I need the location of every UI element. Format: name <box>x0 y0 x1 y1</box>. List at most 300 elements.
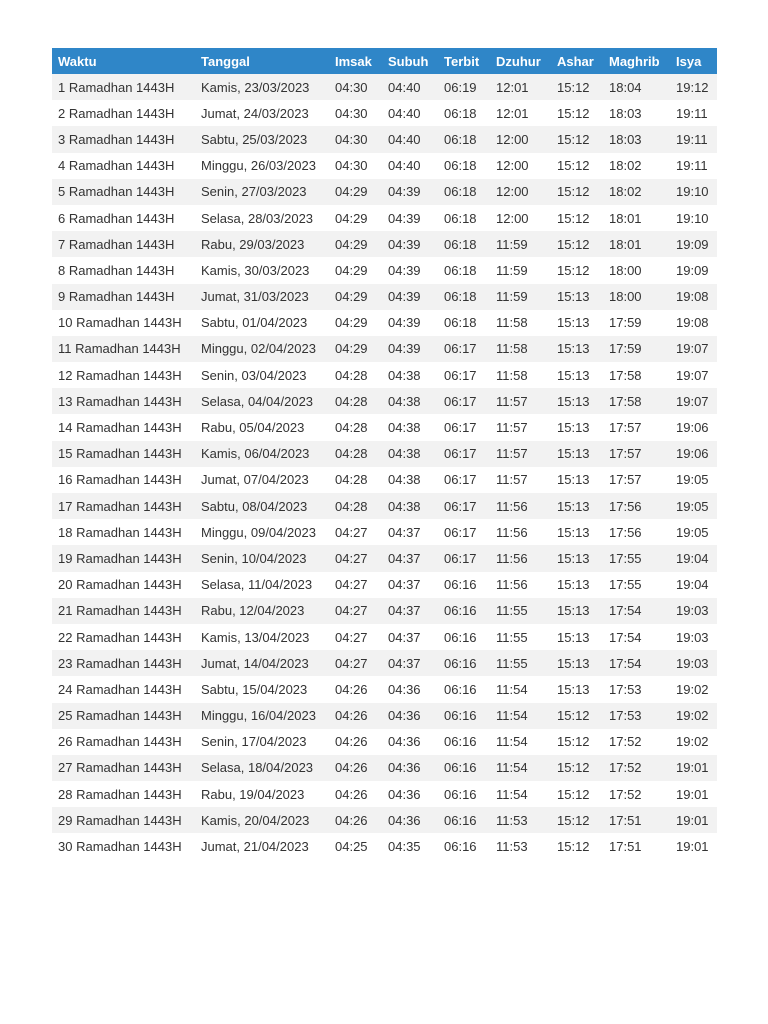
cell-terbit: 06:17 <box>438 519 490 545</box>
cell-waktu: 11 Ramadhan 1443H <box>52 336 195 362</box>
cell-ashar: 15:12 <box>551 74 603 100</box>
cell-waktu: 9 Ramadhan 1443H <box>52 284 195 310</box>
cell-tanggal: Rabu, 12/04/2023 <box>195 598 329 624</box>
cell-subuh: 04:37 <box>382 598 438 624</box>
cell-dzuhur: 11:53 <box>490 833 551 859</box>
cell-tanggal: Kamis, 20/04/2023 <box>195 807 329 833</box>
table-row <box>52 205 717 231</box>
cell-subuh: 04:40 <box>382 100 438 126</box>
cell-maghrib: 18:01 <box>603 231 670 257</box>
table-row <box>52 414 717 440</box>
cell-isya: 19:11 <box>670 153 717 179</box>
cell-isya: 19:02 <box>670 676 717 702</box>
cell-waktu: 21 Ramadhan 1443H <box>52 598 195 624</box>
cell-maghrib: 17:56 <box>603 493 670 519</box>
cell-isya: 19:07 <box>670 336 717 362</box>
cell-ashar: 15:13 <box>551 414 603 440</box>
cell-dzuhur: 11:58 <box>490 362 551 388</box>
cell-maghrib: 17:53 <box>603 676 670 702</box>
cell-terbit: 06:16 <box>438 598 490 624</box>
cell-waktu: 6 Ramadhan 1443H <box>52 205 195 231</box>
table-row <box>52 388 717 414</box>
cell-maghrib: 17:54 <box>603 624 670 650</box>
cell-imsak: 04:26 <box>329 729 382 755</box>
cell-tanggal: Jumat, 24/03/2023 <box>195 100 329 126</box>
cell-waktu: 25 Ramadhan 1443H <box>52 703 195 729</box>
cell-isya: 19:02 <box>670 703 717 729</box>
cell-tanggal: Jumat, 14/04/2023 <box>195 650 329 676</box>
cell-isya: 19:04 <box>670 545 717 571</box>
cell-ashar: 15:13 <box>551 676 603 702</box>
cell-isya: 19:05 <box>670 467 717 493</box>
cell-maghrib: 18:00 <box>603 257 670 283</box>
cell-tanggal: Selasa, 04/04/2023 <box>195 388 329 414</box>
cell-isya: 19:06 <box>670 441 717 467</box>
cell-tanggal: Minggu, 02/04/2023 <box>195 336 329 362</box>
cell-maghrib: 17:59 <box>603 336 670 362</box>
cell-dzuhur: 11:56 <box>490 519 551 545</box>
cell-imsak: 04:27 <box>329 650 382 676</box>
cell-subuh: 04:37 <box>382 624 438 650</box>
cell-tanggal: Kamis, 30/03/2023 <box>195 257 329 283</box>
header-subuh: Subuh <box>382 48 438 74</box>
cell-dzuhur: 11:59 <box>490 284 551 310</box>
cell-subuh: 04:38 <box>382 467 438 493</box>
cell-ashar: 15:13 <box>551 284 603 310</box>
cell-subuh: 04:37 <box>382 650 438 676</box>
cell-imsak: 04:27 <box>329 598 382 624</box>
cell-isya: 19:08 <box>670 310 717 336</box>
cell-dzuhur: 11:54 <box>490 781 551 807</box>
cell-subuh: 04:36 <box>382 729 438 755</box>
cell-tanggal: Kamis, 06/04/2023 <box>195 441 329 467</box>
cell-terbit: 06:18 <box>438 179 490 205</box>
cell-waktu: 26 Ramadhan 1443H <box>52 729 195 755</box>
cell-isya: 19:06 <box>670 414 717 440</box>
cell-maghrib: 17:52 <box>603 729 670 755</box>
cell-subuh: 04:39 <box>382 310 438 336</box>
cell-terbit: 06:17 <box>438 414 490 440</box>
cell-isya: 19:07 <box>670 388 717 414</box>
cell-ashar: 15:13 <box>551 545 603 571</box>
cell-imsak: 04:28 <box>329 467 382 493</box>
cell-tanggal: Sabtu, 25/03/2023 <box>195 126 329 152</box>
cell-terbit: 06:18 <box>438 257 490 283</box>
cell-imsak: 04:28 <box>329 362 382 388</box>
cell-terbit: 06:18 <box>438 231 490 257</box>
cell-maghrib: 17:54 <box>603 650 670 676</box>
cell-terbit: 06:16 <box>438 781 490 807</box>
cell-subuh: 04:38 <box>382 414 438 440</box>
cell-isya: 19:05 <box>670 519 717 545</box>
cell-dzuhur: 11:54 <box>490 703 551 729</box>
cell-maghrib: 17:57 <box>603 467 670 493</box>
cell-tanggal: Minggu, 16/04/2023 <box>195 703 329 729</box>
cell-terbit: 06:16 <box>438 572 490 598</box>
cell-maghrib: 18:02 <box>603 179 670 205</box>
cell-ashar: 15:13 <box>551 650 603 676</box>
cell-terbit: 06:16 <box>438 807 490 833</box>
cell-imsak: 04:26 <box>329 703 382 729</box>
cell-tanggal: Senin, 10/04/2023 <box>195 545 329 571</box>
cell-waktu: 28 Ramadhan 1443H <box>52 781 195 807</box>
table-row <box>52 833 717 859</box>
cell-imsak: 04:28 <box>329 441 382 467</box>
table-row <box>52 729 717 755</box>
cell-subuh: 04:39 <box>382 179 438 205</box>
cell-waktu: 27 Ramadhan 1443H <box>52 755 195 781</box>
cell-imsak: 04:27 <box>329 545 382 571</box>
cell-waktu: 18 Ramadhan 1443H <box>52 519 195 545</box>
cell-terbit: 06:18 <box>438 284 490 310</box>
cell-tanggal: Rabu, 19/04/2023 <box>195 781 329 807</box>
cell-subuh: 04:36 <box>382 676 438 702</box>
cell-ashar: 15:13 <box>551 624 603 650</box>
cell-waktu: 23 Ramadhan 1443H <box>52 650 195 676</box>
table-row <box>52 467 717 493</box>
cell-maghrib: 17:55 <box>603 545 670 571</box>
cell-subuh: 04:38 <box>382 493 438 519</box>
header-row <box>52 48 717 74</box>
cell-imsak: 04:29 <box>329 179 382 205</box>
cell-terbit: 06:16 <box>438 676 490 702</box>
header-waktu: Waktu <box>52 48 195 74</box>
table-row <box>52 703 717 729</box>
cell-subuh: 04:40 <box>382 74 438 100</box>
cell-isya: 19:01 <box>670 755 717 781</box>
cell-imsak: 04:30 <box>329 74 382 100</box>
cell-dzuhur: 11:53 <box>490 807 551 833</box>
cell-imsak: 04:26 <box>329 781 382 807</box>
cell-ashar: 15:12 <box>551 755 603 781</box>
cell-maghrib: 17:52 <box>603 755 670 781</box>
cell-maghrib: 17:58 <box>603 362 670 388</box>
cell-tanggal: Jumat, 21/04/2023 <box>195 833 329 859</box>
cell-imsak: 04:27 <box>329 572 382 598</box>
cell-subuh: 04:36 <box>382 755 438 781</box>
cell-maghrib: 17:54 <box>603 598 670 624</box>
cell-imsak: 04:29 <box>329 336 382 362</box>
cell-subuh: 04:39 <box>382 205 438 231</box>
cell-ashar: 15:13 <box>551 362 603 388</box>
cell-terbit: 06:16 <box>438 703 490 729</box>
table-row <box>52 676 717 702</box>
cell-imsak: 04:27 <box>329 624 382 650</box>
cell-terbit: 06:19 <box>438 74 490 100</box>
cell-isya: 19:11 <box>670 100 717 126</box>
cell-isya: 19:11 <box>670 126 717 152</box>
cell-tanggal: Senin, 27/03/2023 <box>195 179 329 205</box>
cell-maghrib: 17:58 <box>603 388 670 414</box>
cell-terbit: 06:17 <box>438 545 490 571</box>
cell-imsak: 04:30 <box>329 100 382 126</box>
table-row <box>52 179 717 205</box>
cell-isya: 19:10 <box>670 179 717 205</box>
cell-imsak: 04:26 <box>329 676 382 702</box>
cell-maghrib: 17:52 <box>603 781 670 807</box>
cell-maghrib: 17:55 <box>603 572 670 598</box>
cell-terbit: 06:18 <box>438 310 490 336</box>
cell-subuh: 04:38 <box>382 388 438 414</box>
cell-waktu: 2 Ramadhan 1443H <box>52 100 195 126</box>
cell-waktu: 22 Ramadhan 1443H <box>52 624 195 650</box>
cell-subuh: 04:38 <box>382 441 438 467</box>
cell-imsak: 04:28 <box>329 388 382 414</box>
cell-dzuhur: 11:57 <box>490 388 551 414</box>
cell-ashar: 15:12 <box>551 153 603 179</box>
cell-subuh: 04:37 <box>382 545 438 571</box>
cell-subuh: 04:40 <box>382 153 438 179</box>
cell-subuh: 04:37 <box>382 572 438 598</box>
cell-imsak: 04:30 <box>329 153 382 179</box>
cell-ashar: 15:13 <box>551 572 603 598</box>
cell-dzuhur: 11:57 <box>490 467 551 493</box>
prayer-schedule-table <box>52 48 717 860</box>
cell-isya: 19:01 <box>670 833 717 859</box>
cell-waktu: 17 Ramadhan 1443H <box>52 493 195 519</box>
cell-tanggal: Rabu, 29/03/2023 <box>195 231 329 257</box>
cell-imsak: 04:26 <box>329 755 382 781</box>
table-row <box>52 100 717 126</box>
cell-maghrib: 17:56 <box>603 519 670 545</box>
cell-isya: 19:12 <box>670 74 717 100</box>
cell-waktu: 30 Ramadhan 1443H <box>52 833 195 859</box>
cell-terbit: 06:17 <box>438 441 490 467</box>
cell-waktu: 5 Ramadhan 1443H <box>52 179 195 205</box>
header-maghrib: Maghrib <box>603 48 670 74</box>
table-row <box>52 650 717 676</box>
cell-maghrib: 18:04 <box>603 74 670 100</box>
cell-waktu: 10 Ramadhan 1443H <box>52 310 195 336</box>
table-row <box>52 310 717 336</box>
cell-waktu: 12 Ramadhan 1443H <box>52 362 195 388</box>
cell-terbit: 06:18 <box>438 126 490 152</box>
cell-terbit: 06:16 <box>438 729 490 755</box>
cell-tanggal: Senin, 03/04/2023 <box>195 362 329 388</box>
cell-maghrib: 18:02 <box>603 153 670 179</box>
cell-imsak: 04:28 <box>329 414 382 440</box>
cell-ashar: 15:13 <box>551 441 603 467</box>
cell-imsak: 04:28 <box>329 493 382 519</box>
cell-tanggal: Kamis, 13/04/2023 <box>195 624 329 650</box>
header-dzuhur: Dzuhur <box>490 48 551 74</box>
table-row <box>52 362 717 388</box>
cell-subuh: 04:39 <box>382 257 438 283</box>
cell-dzuhur: 12:01 <box>490 74 551 100</box>
cell-ashar: 15:12 <box>551 781 603 807</box>
cell-dzuhur: 11:54 <box>490 676 551 702</box>
table-row <box>52 755 717 781</box>
cell-imsak: 04:26 <box>329 807 382 833</box>
cell-ashar: 15:13 <box>551 598 603 624</box>
cell-maghrib: 18:01 <box>603 205 670 231</box>
table-row <box>52 781 717 807</box>
header-ashar: Ashar <box>551 48 603 74</box>
table-row <box>52 231 717 257</box>
cell-ashar: 15:13 <box>551 388 603 414</box>
cell-subuh: 04:40 <box>382 126 438 152</box>
cell-subuh: 04:36 <box>382 807 438 833</box>
cell-ashar: 15:12 <box>551 729 603 755</box>
table-row <box>52 545 717 571</box>
cell-isya: 19:04 <box>670 572 717 598</box>
cell-imsak: 04:25 <box>329 833 382 859</box>
cell-maghrib: 18:03 <box>603 100 670 126</box>
cell-dzuhur: 11:58 <box>490 336 551 362</box>
cell-dzuhur: 11:54 <box>490 729 551 755</box>
table-row <box>52 284 717 310</box>
cell-tanggal: Minggu, 09/04/2023 <box>195 519 329 545</box>
cell-tanggal: Selasa, 18/04/2023 <box>195 755 329 781</box>
cell-subuh: 04:36 <box>382 781 438 807</box>
cell-maghrib: 17:57 <box>603 441 670 467</box>
cell-terbit: 06:16 <box>438 755 490 781</box>
cell-subuh: 04:39 <box>382 284 438 310</box>
cell-tanggal: Rabu, 05/04/2023 <box>195 414 329 440</box>
cell-dzuhur: 12:00 <box>490 205 551 231</box>
cell-ashar: 15:12 <box>551 257 603 283</box>
table-row <box>52 572 717 598</box>
cell-maghrib: 17:57 <box>603 414 670 440</box>
cell-waktu: 16 Ramadhan 1443H <box>52 467 195 493</box>
cell-ashar: 15:13 <box>551 310 603 336</box>
cell-dzuhur: 11:59 <box>490 257 551 283</box>
cell-tanggal: Selasa, 28/03/2023 <box>195 205 329 231</box>
table-row <box>52 257 717 283</box>
cell-isya: 19:08 <box>670 284 717 310</box>
cell-isya: 19:01 <box>670 807 717 833</box>
cell-imsak: 04:29 <box>329 310 382 336</box>
cell-ashar: 15:12 <box>551 231 603 257</box>
cell-tanggal: Sabtu, 15/04/2023 <box>195 676 329 702</box>
cell-subuh: 04:38 <box>382 362 438 388</box>
cell-isya: 19:01 <box>670 781 717 807</box>
cell-imsak: 04:30 <box>329 126 382 152</box>
cell-tanggal: Sabtu, 01/04/2023 <box>195 310 329 336</box>
cell-tanggal: Selasa, 11/04/2023 <box>195 572 329 598</box>
cell-maghrib: 17:53 <box>603 703 670 729</box>
cell-waktu: 29 Ramadhan 1443H <box>52 807 195 833</box>
cell-ashar: 15:13 <box>551 493 603 519</box>
cell-dzuhur: 11:55 <box>490 650 551 676</box>
cell-isya: 19:07 <box>670 362 717 388</box>
header-imsak: Imsak <box>329 48 382 74</box>
cell-tanggal: Jumat, 07/04/2023 <box>195 467 329 493</box>
cell-dzuhur: 11:55 <box>490 598 551 624</box>
cell-subuh: 04:39 <box>382 336 438 362</box>
cell-isya: 19:10 <box>670 205 717 231</box>
cell-terbit: 06:17 <box>438 336 490 362</box>
cell-ashar: 15:12 <box>551 100 603 126</box>
cell-dzuhur: 11:56 <box>490 493 551 519</box>
cell-terbit: 06:18 <box>438 100 490 126</box>
table-row <box>52 624 717 650</box>
cell-terbit: 06:17 <box>438 388 490 414</box>
table-row <box>52 336 717 362</box>
cell-imsak: 04:29 <box>329 231 382 257</box>
cell-dzuhur: 11:58 <box>490 310 551 336</box>
header-terbit: Terbit <box>438 48 490 74</box>
cell-terbit: 06:16 <box>438 650 490 676</box>
table-row <box>52 598 717 624</box>
cell-subuh: 04:36 <box>382 703 438 729</box>
cell-ashar: 15:12 <box>551 807 603 833</box>
cell-isya: 19:03 <box>670 624 717 650</box>
cell-maghrib: 17:51 <box>603 807 670 833</box>
cell-dzuhur: 11:59 <box>490 231 551 257</box>
cell-waktu: 1 Ramadhan 1443H <box>52 74 195 100</box>
cell-ashar: 15:12 <box>551 833 603 859</box>
cell-waktu: 14 Ramadhan 1443H <box>52 414 195 440</box>
cell-terbit: 06:18 <box>438 205 490 231</box>
cell-tanggal: Kamis, 23/03/2023 <box>195 74 329 100</box>
cell-terbit: 06:17 <box>438 362 490 388</box>
cell-terbit: 06:16 <box>438 833 490 859</box>
cell-maghrib: 18:00 <box>603 284 670 310</box>
cell-ashar: 15:12 <box>551 703 603 729</box>
cell-imsak: 04:29 <box>329 284 382 310</box>
cell-maghrib: 17:51 <box>603 833 670 859</box>
cell-waktu: 24 Ramadhan 1443H <box>52 676 195 702</box>
cell-terbit: 06:18 <box>438 153 490 179</box>
table-row <box>52 74 717 100</box>
cell-waktu: 20 Ramadhan 1443H <box>52 572 195 598</box>
header-isya: Isya <box>670 48 717 74</box>
cell-terbit: 06:16 <box>438 624 490 650</box>
cell-tanggal: Senin, 17/04/2023 <box>195 729 329 755</box>
cell-dzuhur: 11:54 <box>490 755 551 781</box>
cell-ashar: 15:13 <box>551 467 603 493</box>
cell-imsak: 04:29 <box>329 205 382 231</box>
table-row <box>52 153 717 179</box>
cell-waktu: 7 Ramadhan 1443H <box>52 231 195 257</box>
table-body <box>52 74 717 860</box>
cell-subuh: 04:37 <box>382 519 438 545</box>
cell-ashar: 15:12 <box>551 179 603 205</box>
table-row <box>52 126 717 152</box>
table-header <box>52 48 717 74</box>
cell-dzuhur: 12:01 <box>490 100 551 126</box>
cell-ashar: 15:12 <box>551 205 603 231</box>
cell-waktu: 3 Ramadhan 1443H <box>52 126 195 152</box>
cell-maghrib: 17:59 <box>603 310 670 336</box>
cell-waktu: 15 Ramadhan 1443H <box>52 441 195 467</box>
cell-tanggal: Minggu, 26/03/2023 <box>195 153 329 179</box>
cell-dzuhur: 11:55 <box>490 624 551 650</box>
cell-isya: 19:02 <box>670 729 717 755</box>
cell-isya: 19:09 <box>670 257 717 283</box>
cell-dzuhur: 12:00 <box>490 126 551 152</box>
cell-isya: 19:09 <box>670 231 717 257</box>
cell-isya: 19:03 <box>670 650 717 676</box>
cell-waktu: 19 Ramadhan 1443H <box>52 545 195 571</box>
cell-waktu: 8 Ramadhan 1443H <box>52 257 195 283</box>
table-row <box>52 441 717 467</box>
cell-waktu: 4 Ramadhan 1443H <box>52 153 195 179</box>
cell-dzuhur: 11:57 <box>490 414 551 440</box>
cell-ashar: 15:13 <box>551 336 603 362</box>
cell-ashar: 15:12 <box>551 126 603 152</box>
cell-imsak: 04:27 <box>329 519 382 545</box>
cell-dzuhur: 12:00 <box>490 153 551 179</box>
cell-dzuhur: 11:56 <box>490 545 551 571</box>
header-tanggal: Tanggal <box>195 48 329 74</box>
table-row <box>52 493 717 519</box>
cell-imsak: 04:29 <box>329 257 382 283</box>
cell-isya: 19:03 <box>670 598 717 624</box>
cell-subuh: 04:39 <box>382 231 438 257</box>
cell-subuh: 04:35 <box>382 833 438 859</box>
